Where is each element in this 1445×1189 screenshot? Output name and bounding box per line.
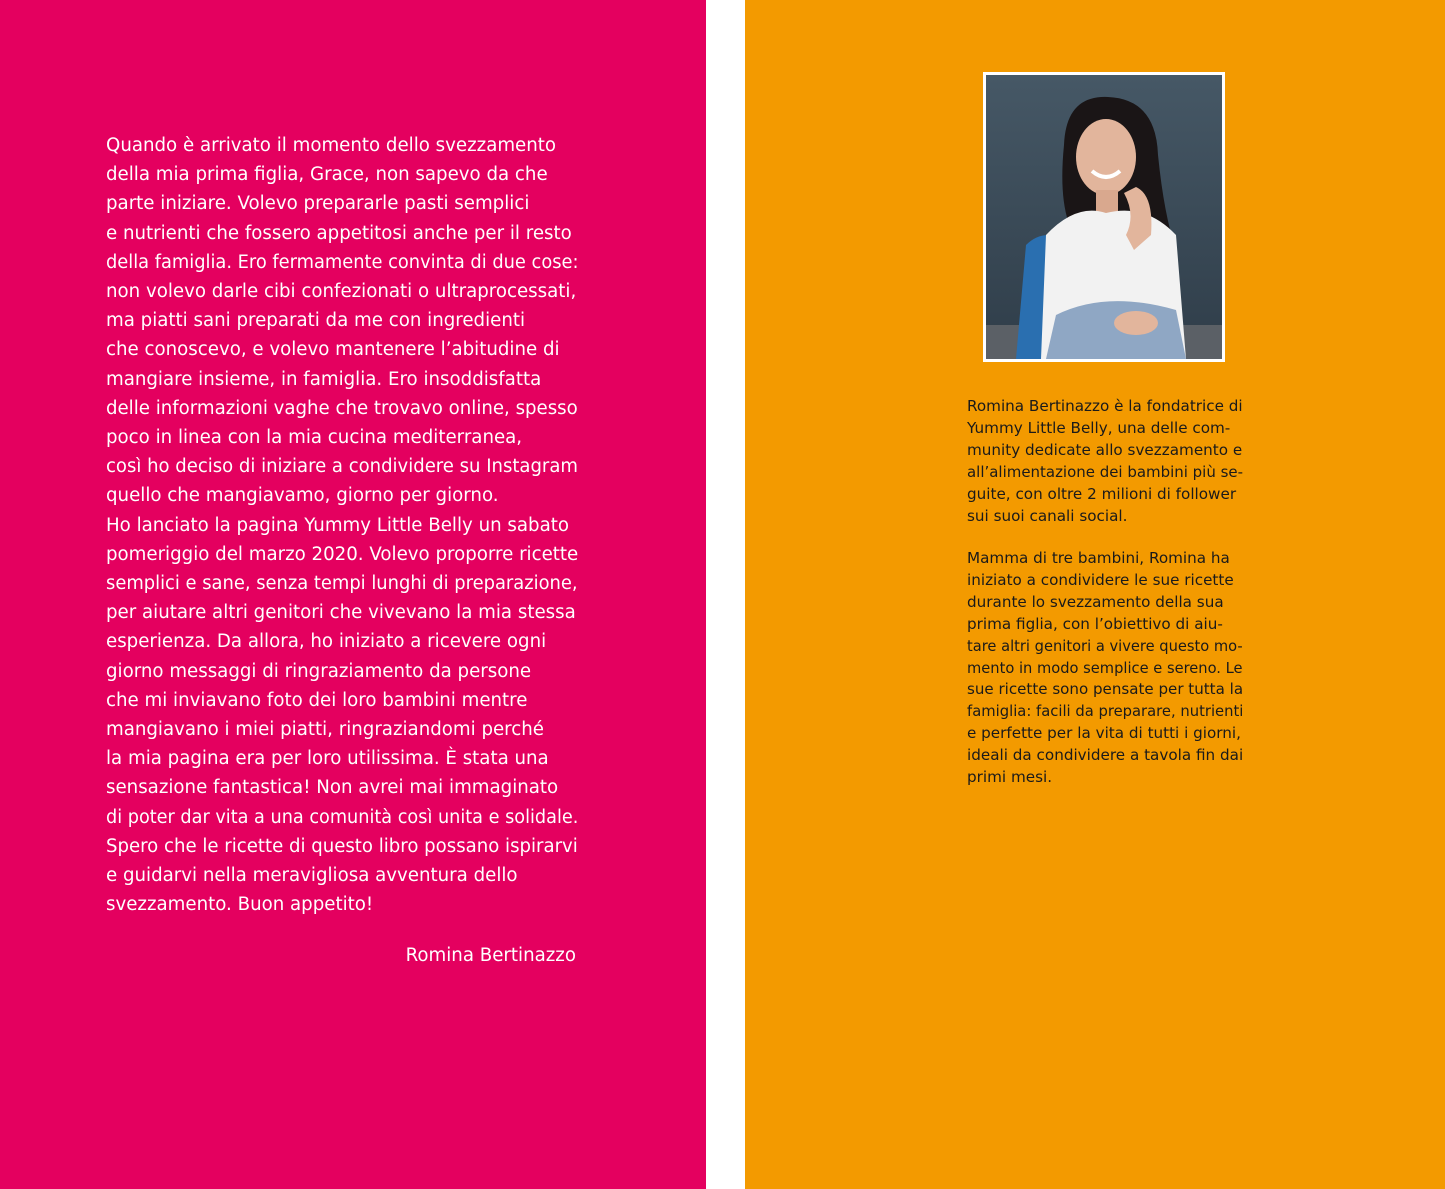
text-line: svezzamento. Buon appetito! bbox=[106, 894, 374, 916]
author-bio-paragraph bbox=[967, 396, 1257, 527]
text-line: parte iniziare. Volevo prepararle pasti semplici bbox=[106, 193, 530, 215]
text-line: sensazione fantastica! Non avrei mai immaginato bbox=[106, 777, 559, 799]
text-line: sue ricette sono pensate per tutta la bbox=[967, 680, 1244, 699]
text-line: di poter dar vita a una comunità così unita e solidale. bbox=[106, 806, 579, 828]
text-line: per aiutare altri genitori che vivevano la mia stessa bbox=[106, 602, 576, 624]
back-cover-right-page bbox=[745, 0, 1445, 1189]
text-line: poco in linea con la mia cucina mediterranea, bbox=[106, 427, 523, 449]
text-line: Ho lanciato la pagina Yummy Little Belly un sabato bbox=[106, 514, 569, 536]
author-signature: Romina Bertinazzo bbox=[405, 945, 576, 966]
author-photo bbox=[983, 72, 1225, 362]
back-cover-left-page bbox=[0, 0, 706, 1189]
text-line: giorno messaggi di ringraziamento da persone bbox=[106, 660, 532, 682]
text-line: durante lo svezzamento della sua bbox=[967, 592, 1224, 611]
text-line: così ho deciso di iniziare a condividere su Instagram bbox=[106, 456, 578, 478]
text-line: tare altri genitori a vivere questo mo- bbox=[967, 636, 1243, 655]
text-line: non volevo darle cibi confezionati o ultraprocessati, bbox=[106, 281, 577, 303]
text-line: che mi inviavano foto dei loro bambini mentre bbox=[106, 689, 528, 711]
text-line: e perfette per la vita di tutti i giorni, bbox=[967, 724, 1241, 743]
text-line: guite, con oltre 2 milioni di follower bbox=[967, 484, 1237, 503]
text-line: famiglia: facili da preparare, nutrienti bbox=[967, 702, 1244, 721]
text-line: quello che mangiavamo, giorno per giorno. bbox=[106, 485, 499, 507]
text-line: ideali da condividere a tavola fin dai bbox=[967, 746, 1244, 765]
text-line: e guidarvi nella meravigliosa avventura dello bbox=[106, 865, 518, 887]
text-line: pomeriggio del marzo 2020. Volevo proporre ricette bbox=[106, 543, 579, 565]
text-line: prima figlia, con l’obiettivo di aiu- bbox=[967, 614, 1223, 633]
text-line: Romina Bertinazzo è la fondatrice di bbox=[967, 397, 1243, 415]
text-line: che conoscevo, e volevo mantenere l’abitudine di bbox=[106, 339, 560, 361]
text-line: della famiglia. Ero fermamente convinta di due cose: bbox=[106, 251, 579, 273]
text-line: all’alimentazione dei bambini più se- bbox=[967, 462, 1243, 481]
text-line: mento in modo semplice e sereno. Le bbox=[967, 658, 1243, 677]
text-line: primi mesi. bbox=[967, 768, 1053, 787]
text-line: esperienza. Da allora, ho iniziato a ricevere ogni bbox=[106, 631, 547, 653]
text-line: sui suoi canali social. bbox=[967, 506, 1128, 525]
text-line: mangiare insieme, in famiglia. Ero insoddisfatta bbox=[106, 368, 542, 390]
text-line: delle informazioni vaghe che trovavo online, spesso bbox=[106, 397, 578, 419]
text-line: Yummy Little Belly, una delle com- bbox=[967, 418, 1231, 437]
text-line: iniziato a condividere le sue ricette bbox=[967, 570, 1234, 589]
text-line: mangiavano i miei piatti, ringraziandomi perché bbox=[106, 719, 544, 741]
text-line: della mia prima figlia, Grace, non sapevo da che bbox=[106, 164, 548, 186]
intro-text bbox=[106, 131, 606, 919]
text-line: Mamma di tre bambini, Romina ha bbox=[967, 549, 1230, 567]
text-line: Spero che le ricette di questo libro possano ispirarvi bbox=[106, 835, 578, 857]
text-line: e nutrienti che fossero appetitosi anche per il resto bbox=[106, 222, 572, 244]
text-line: la mia pagina era per loro utilissima. È stata una bbox=[106, 748, 549, 770]
text-line: semplici e sane, senza tempi lunghi di preparazione, bbox=[106, 573, 578, 595]
text-line: ma piatti sani preparati da me con ingredienti bbox=[106, 310, 526, 332]
text-line: munity dedicate allo svezzamento e bbox=[967, 440, 1243, 459]
text-line: Quando è arrivato il momento dello svezzamento bbox=[106, 135, 557, 156]
author-bio-paragraph bbox=[967, 548, 1257, 789]
